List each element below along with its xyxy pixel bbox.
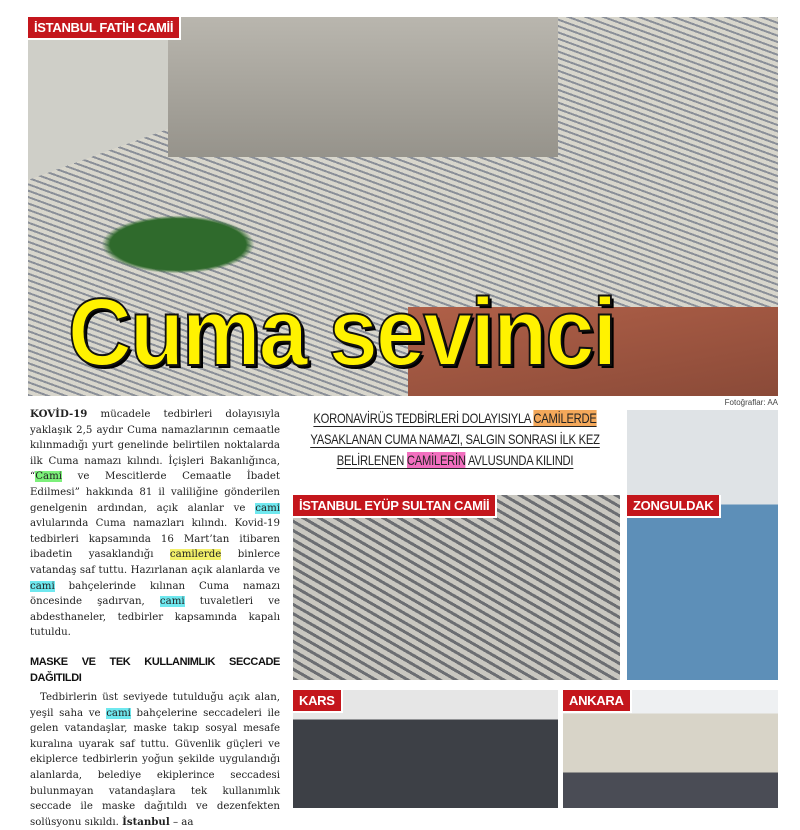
photo-eyup-sultan <box>293 495 620 680</box>
article-body <box>30 407 280 830</box>
photo-ankara <box>563 690 778 808</box>
subheading: MASKE VE TEK KULLANIMLIK SECCADE DAĞITILDI <box>30 655 280 684</box>
headline-line-2: YASAKLANAN CUMA NAMAZI, SALGIN SONRASI İLK KEZ <box>310 431 600 447</box>
page-title: Cuma sevinci <box>68 279 616 386</box>
photo-credit: Fotoğraflar: AA <box>724 398 778 407</box>
paragraph-2: Tedbirlerin üst seviyede tutulduğu açık alan, yeşil saha ve cami bahçelerine seccadeleri ile gelen vatandaşlar, maske takıp sosyal mesafe kuralına uyarak saf tuttu. Güvenlik güçleri ve ekiplerce tedbirlerin yoğun şekilde uygulandığı alanlarda, belediye ekiplerince seccadesi bulunmayan vatandaşlara tek kullanımlık seccade ile maske dağıtıldı ve dezenfekten solüsyonu sıkıldı. İstanbul – aa <box>30 692 280 828</box>
headline-line-1: KORONAVİRÜS TEDBİRLERİ DOLAYISIYLA CAMİLERDE <box>313 410 597 426</box>
headline-line-3: BELİRLENEN CAMİLERİN AVLUSUNDA KILINDI <box>336 452 574 468</box>
main-photo-fatih-mosque <box>28 17 778 396</box>
photo-kars <box>293 690 558 808</box>
photo-zonguldak <box>627 410 778 680</box>
photo-label: İSTANBUL EYÜP SULTAN CAMİİ <box>293 495 497 518</box>
headline <box>291 408 619 471</box>
photo-label: ZONGULDAK <box>627 495 721 518</box>
mosque-building <box>168 17 558 157</box>
photo-label: KARS <box>293 690 343 713</box>
photo-label: İSTANBUL FATİH CAMİİ <box>28 17 181 40</box>
photo-label: ANKARA <box>563 690 632 713</box>
paragraph-1: KOVİD-19 mücadele tedbirleri dolayısıyla yaklaşık 2,5 aydır Cuma namazlarının cemaatle kılınmadığı yurt genelinde belirtilen noktalarda ilk Cuma namazı kılındı. İçişleri Bakanlığınca, “Cami ve Mescitlerde Cemaatle İbadet Edilmesi” hakkında 81 il valiliğine gönderilen genelgenin ardından, açık alanlar ve cami avlularında Cuma namazları kılındı. Kovid-19 tedbirleri kapsamında 16 Mart’tan itibaren ibadetin yasaklandığı camilerde binlerce vatandaş saf tuttu. Hazırlanan açık alanlarda ve cami bahçelerinde kılınan Cuma namazı öncesinde şadırvan, cami tuvaletleri ve abdesthaneler, tedbirler kapsamında kapalı tutuldu. <box>30 408 280 639</box>
